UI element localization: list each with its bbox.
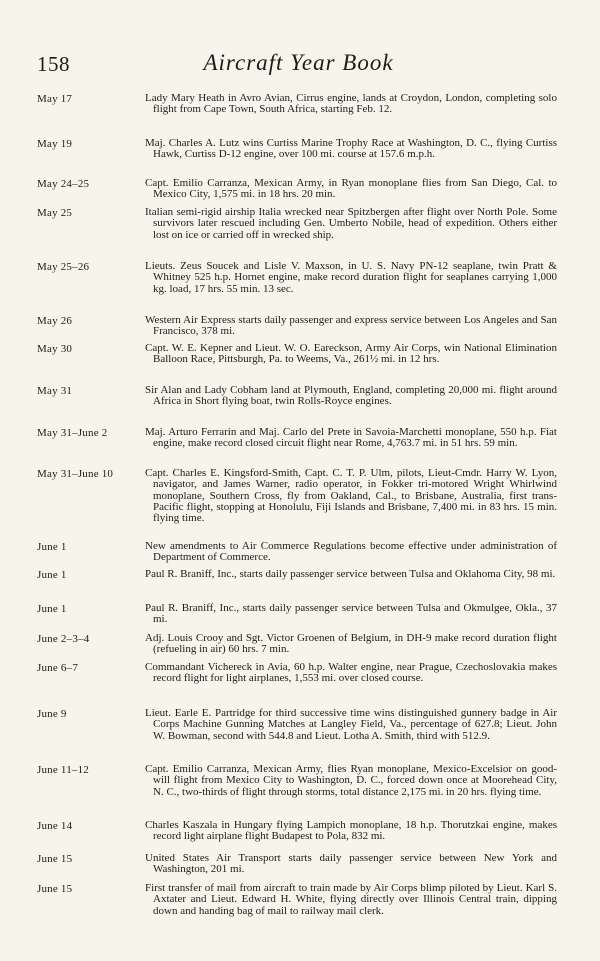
entry-text: United States Air Transport starts daily passenger service between New York and Washington, 201 mi. <box>145 852 557 876</box>
entry-text: Maj. Arturo Ferrarin and Maj. Carlo del Prete in Savoia-Marchetti monoplane, 550 h.p. Fiat engine, make record closed circuit flight near Rome, 4,763.7 mi. in 51 hrs. 59 min. <box>145 426 557 450</box>
chronology-entry <box>37 633 557 656</box>
chronology-entry <box>37 541 557 564</box>
entry-text: Charles Kaszala in Hungary flying Lampich monoplane, 18 h.p. Thorutzkai engine, makes record light airplane flight Budapest to Pola, 832 mi. <box>145 819 557 843</box>
chronology-entry <box>37 662 557 685</box>
entry-text: Capt. Charles E. Kingsford-Smith, Capt. C. T. P. Ulm, pilots, Lieut-Cmdr. Harry W. Lyon, navigator, and James Warner, radio operator, in Fokker tri-motored Wright Whirlwind monoplane, Southern Cross, fly from Oakland, Cal., to Brisbane, Australia, first trans-Pacific flight, stopping at Honolulu, Fiji Islands and Brisbane, 7,400 mi. in 83 hrs. 15 min. flying time. <box>145 467 557 525</box>
chronology-entry <box>37 315 557 338</box>
chronology-entry <box>37 603 557 626</box>
entry-text: Italian semi-rigid airship Italia wrecked near Spitzbergen after flight over North Pole. Some survivors later rescued including Gen. Umberto Nobile, head of expedition. Others either lost on ice or carried off in wrecked ship. <box>145 206 557 241</box>
chronology-entry <box>37 468 557 524</box>
entry-date: May 19 <box>37 138 73 150</box>
entry-date: June 9 <box>37 708 67 720</box>
page-header <box>37 52 560 82</box>
entry-date: May 31–June 2 <box>37 427 108 439</box>
chronology-entry <box>37 138 557 161</box>
entry-text: Paul R. Braniff, Inc., starts daily passenger service between Tulsa and Oklahoma City, 98 mi. <box>145 568 556 580</box>
entry-text: Adj. Louis Crooy and Sgt. Victor Groenen of Belgium, in DH-9 make record duration flight (refueling in air) 60 hrs. 7 min. <box>145 632 557 656</box>
chronology-entry <box>37 764 557 798</box>
entry-date: May 31 <box>37 385 73 397</box>
chronology-entry <box>37 178 557 201</box>
entry-date: June 11–12 <box>37 764 90 776</box>
entry-text: Capt. W. E. Kepner and Lieut. W. O. Eareckson, Army Air Corps, win National Elimination Balloon Race, Pittsburgh, Pa. to Weems, Va., 261½ mi. in 12 hrs. <box>145 342 557 366</box>
entry-text: Lieut. Earle E. Partridge for third successive time wins distinguished gunnery badge in Air Corps Machine Gunning Matches at Langley Field, Va., percentage of 627.8; Lieut. John W. Bowman, second with 544.8 and Lieut. Lotha A. Smith, third with 512.9. <box>145 707 557 742</box>
entry-date: June 1 <box>37 541 67 553</box>
entry-date: May 30 <box>37 343 73 355</box>
entry-date: May 24–25 <box>37 178 90 190</box>
entry-date: May 17 <box>37 93 73 105</box>
entry-date: June 6–7 <box>37 662 79 674</box>
chronology-entry <box>37 569 557 580</box>
entry-text: Commandant Vichereck in Avia, 60 h.p. Walter engine, near Prague, Czechoslovakia makes record flight for light airplanes, 1,553 mi. over closed course. <box>145 661 557 685</box>
chronology-entry <box>37 820 557 843</box>
entry-date: June 2–3–4 <box>37 633 90 645</box>
chronology-entry <box>37 853 557 876</box>
chronology-entry <box>37 343 557 366</box>
entry-date: June 14 <box>37 820 73 832</box>
entry-text: Capt. Emilio Carranza, Mexican Army, flies Ryan monoplane, Mexico-Excelsior on good-will flight from Mexico City to Washington, D. C., forced down once at Moorehead City, N. C., two-thirds of flight through storms, total distance 2,175 mi. in 20 hrs. flying time. <box>145 763 557 798</box>
chronology-entry <box>37 93 557 116</box>
entry-text: Western Air Express starts daily passenger and express service between Los Angeles and San Francisco, 378 mi. <box>145 314 557 338</box>
entry-date: June 1 <box>37 569 67 581</box>
entry-text: Sir Alan and Lady Cobham land at Plymouth, England, completing 20,000 mi. flight around Africa in Short flying boat, twin Rolls-Royce engines. <box>145 384 557 408</box>
chronology-entry <box>37 427 557 450</box>
chronology-entry <box>37 708 557 742</box>
chronology-entry <box>37 883 557 917</box>
entry-text: New amendments to Air Commerce Regulations become effective under administration of Department of Commerce. <box>145 540 557 564</box>
chronology-entry <box>37 261 557 295</box>
entry-date: June 15 <box>37 883 73 895</box>
entry-date: May 25 <box>37 207 73 219</box>
entry-date: May 25–26 <box>37 261 90 273</box>
entry-date: May 26 <box>37 315 73 327</box>
entry-date: May 31–June 10 <box>37 468 114 480</box>
entry-text: Capt. Emilio Carranza, Mexican Army, in Ryan monoplane flies from San Diego, Cal. to Mexico City, 1,575 mi. in 18 hrs. 20 min. <box>145 177 557 201</box>
entry-text: Lady Mary Heath in Avro Avian, Cirrus engine, lands at Croydon, London, completing solo flight from Cape Town, South Africa, starting Feb. 12. <box>145 92 557 116</box>
book-title: Aircraft Year Book <box>203 50 394 75</box>
chronology-entry <box>37 385 557 408</box>
entry-text: First transfer of mail from aircraft to train made by Air Corps blimp piloted by Lieut. Karl S. Axtater and Lieut. Edward H. White, flying directly over Illinois Central train, dipping down and handing bag of mail to railway mail clerk. <box>145 882 557 917</box>
entry-text: Maj. Charles A. Lutz wins Curtiss Marine Trophy Race at Washington, D. C., flying Curtiss Hawk, Curtiss D-12 engine, over 100 mi. course at 157.6 m.p.h. <box>145 137 557 161</box>
entry-date: June 1 <box>37 603 67 615</box>
entry-date: June 15 <box>37 853 73 865</box>
page-number: 158 <box>37 52 70 76</box>
entry-text: Lieuts. Zeus Soucek and Lisle V. Maxson, in U. S. Navy PN-12 seaplane, twin Pratt & Whitney 525 h.p. Hornet engine, make record duration flight for seaplanes carrying 1,000 kg. load, 17 hrs. 55 min. 13 sec. <box>145 260 557 295</box>
chronology-entry <box>37 207 557 241</box>
entry-text: Paul R. Braniff, Inc., starts daily passenger service between Tulsa and Okmulgee, Okla., 37 mi. <box>145 602 557 626</box>
